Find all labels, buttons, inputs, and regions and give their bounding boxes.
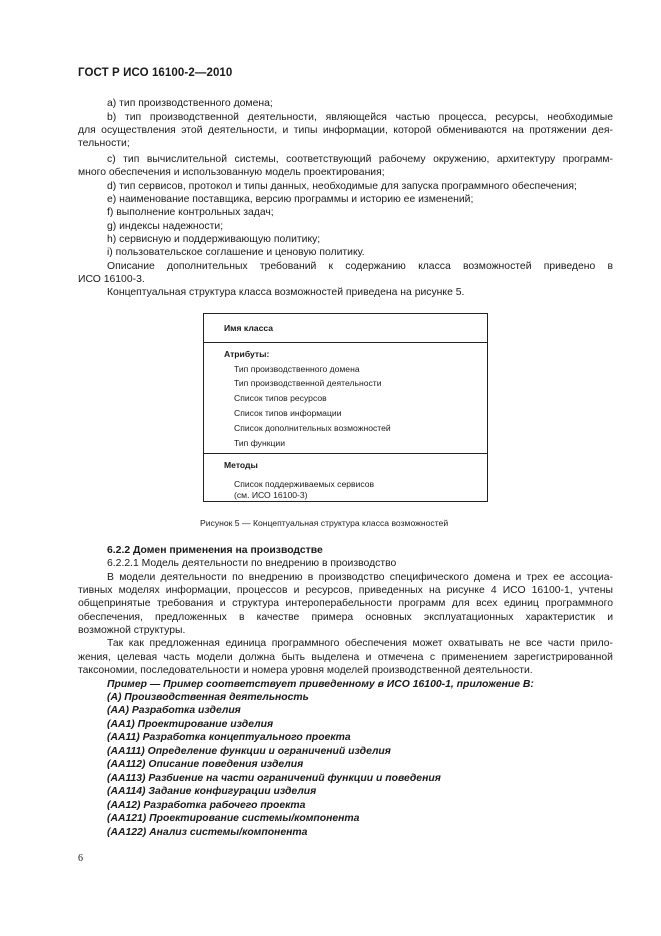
attribute-item: Тип производственного домена	[234, 364, 360, 374]
diagram-divider-1	[204, 342, 487, 343]
attribute-item: Тип функции	[234, 438, 286, 448]
para3-line5: возможной структуры.	[78, 625, 186, 636]
list-item-f: f) выполнение контрольных задач;	[107, 207, 274, 218]
para4-line2: жения, целевая часть модели должна быть выделена и отмечена с применением зарегистрированной	[78, 652, 613, 663]
list-item-b-line1: b) тип производственной деятельности, являющейся частью процесса, ресурсы, необходимые	[107, 112, 613, 123]
class-name-label: Имя класса	[224, 323, 274, 333]
para1-line2: ИСО 16100-3.	[78, 274, 145, 285]
example-item: (АА12) Разработка рабочего проекта	[107, 800, 306, 811]
section-subheading: 6.2.2.1 Модель деятельности по внедрению в производство	[107, 558, 397, 569]
example-item: (АА) Разработка изделия	[107, 705, 241, 716]
diagram-divider-2	[204, 453, 487, 454]
list-item-b-line2: для осуществления этой деятельности, и типы информации, которой обмениваются на протяжении дея-	[78, 125, 613, 136]
example-item: (АА121) Проектирование системы/компонента	[107, 813, 360, 824]
para4-line3: таксономии, последовательности и номера уровня моделей производственной деятельности.	[78, 665, 533, 676]
example-item: (А) Производственная деятельность	[107, 692, 309, 703]
methods-title: Методы	[224, 460, 258, 470]
example-item: (АА112) Описание поведения изделия	[107, 759, 304, 770]
class-structure-diagram	[203, 313, 488, 502]
list-item-i: i) пользовательское соглашение и ценовую политику.	[107, 247, 365, 258]
para2: Концептуальная структура класса возможностей приведена на рисунке 5.	[107, 287, 465, 298]
attribute-item: Список типов ресурсов	[234, 393, 327, 403]
list-item-c-line2: много обеспечения и использованную модель проектирования;	[78, 167, 385, 178]
list-item-d: d) тип сервисов, протокол и типы данных, необходимые для запуска программного обеспечения;	[107, 181, 577, 192]
list-item-c-line1: с) тип вычислительной системы, соответствующий рабочему окружению, архитектуру программ-	[107, 154, 613, 165]
example-item: (АА114) Задание конфигурации изделия	[107, 786, 317, 797]
list-item-g: g) индексы надежности;	[107, 221, 224, 232]
para3-line1: В модели деятельности по внедрению в производство специфического домена и трех ее ассоциа-	[107, 572, 613, 583]
para4-line1: Так как предложенная единица программного обеспечения может охватывать не все части прило-	[107, 638, 613, 649]
example-item: (АА11) Разработка концептуального проекта	[107, 732, 351, 743]
method-item: Список поддерживаемых сервисов	[234, 479, 375, 489]
list-item-e: е) наименование поставщика, версию программы и историю ее изменений;	[107, 194, 474, 205]
example-item: (АА1) Проектирование изделия	[107, 719, 274, 730]
page-number: 6	[78, 853, 83, 864]
example-item: (АА122) Анализ системы/компонента	[107, 827, 308, 838]
attribute-item: Список дополнительных возможностей	[234, 423, 391, 433]
document-header: ГОСТ Р ИСО 16100-2—2010	[78, 67, 233, 79]
attributes-title: Атрибуты:	[224, 349, 270, 359]
attribute-item: Тип производственной деятельности	[234, 378, 382, 388]
para3-line2: тивных моделях информации, процессов и ресурсов, приведенных на рисунке 4 ИСО 16100-1, учтены	[78, 585, 613, 596]
list-item-b-line3: тельности;	[78, 138, 130, 149]
list-item-h: h) сервисную и поддерживающую политику;	[107, 234, 321, 245]
para3-line3: общепринятые требования и структура интероперабельности программ для всех единиц программного	[78, 598, 613, 609]
method-item: (см. ИСО 16100-3)	[234, 490, 308, 500]
example-item: (АА113) Разбиение на части ограничений функции и поведения	[107, 773, 441, 784]
attribute-item: Список типов информации	[234, 408, 342, 418]
example-item: (АА111) Определение функции и ограничений изделия	[107, 746, 391, 757]
example-intro: Пример — Пример соответствует приведенному в ИСО 16100-1, приложение В:	[107, 679, 534, 690]
figure-caption: Рисунок 5 — Концептуальная структура класса возможностей	[200, 518, 449, 528]
section-heading: 6.2.2 Домен применения на производстве	[107, 545, 323, 556]
para3-line4: обеспечения, предложенных в качестве примера основных эксплуатационных характеристик и	[78, 612, 613, 623]
list-item-a: а) тип производственного домена;	[107, 98, 273, 109]
para1-line1: Описание дополнительных требований к содержанию класса возможностей приведено в	[107, 261, 613, 272]
